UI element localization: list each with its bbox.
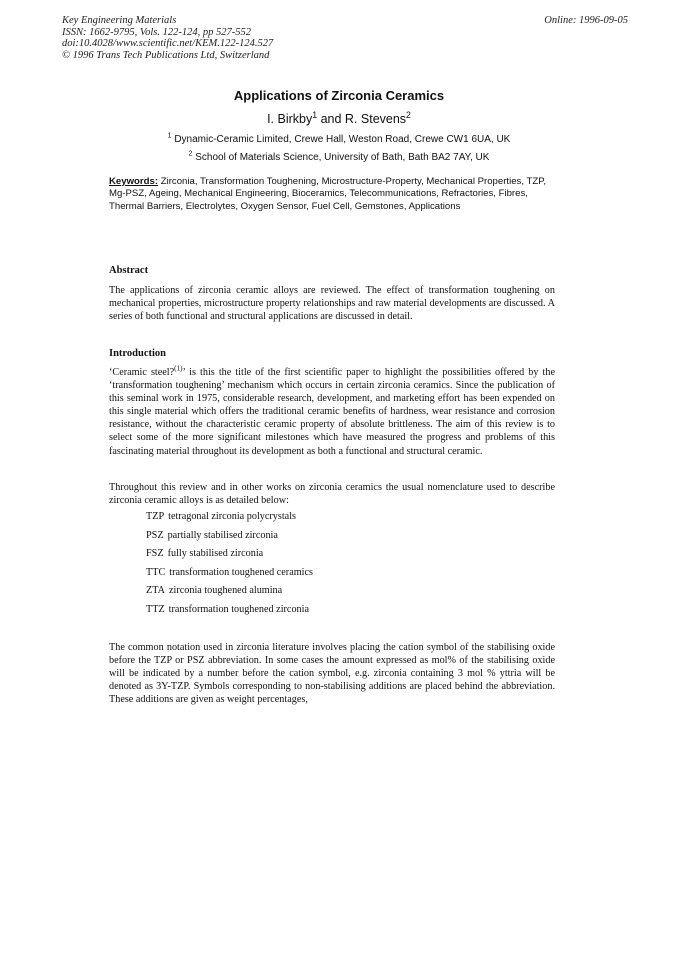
abbreviation-code: PSZ [146, 529, 164, 541]
abbreviation-item [146, 564, 446, 583]
introduction-paragraph-3: The common notation used in zirconia literature involves placing the cation symbol of the stabilising oxide before the TZP or PSZ abbreviation. In some cases the amount expressed as mol% of the stabilising oxide will be indicated by a number before the cation symbol, e.g. zirconia containing 3 mol % yttria will be denoted as 3Y-TZP. Symbols corresponding to non-stabilising additions are placed behind the abbreviation. These additions are given as weight percentages, [109, 642, 555, 706]
keywords-text: Zirconia, Transformation Toughening, Microstructure-Property, Mechanical Properties, TZP, Mg-PSZ, Ageing, Mechanical Engineering, Bioceramics, Telecommunications, Refractories, Fibres, Thermal Barriers, Electrolytes, Oxygen Sensor, Fuel Cell, Gemstones, Applications [109, 176, 547, 212]
abbreviation-item [146, 582, 446, 601]
intro-p1-start: ‘Ceramic steel? [109, 367, 175, 378]
abbreviation-code: TZP [146, 511, 165, 522]
abbreviation-desc: transformation toughened zirconia [168, 603, 309, 615]
abbreviation-desc: zirconia toughened alumina [169, 585, 283, 597]
abbreviation-desc: partially stabilised zirconia [167, 529, 278, 541]
abbreviation-item [146, 545, 446, 564]
keywords-block [109, 176, 557, 213]
abbreviation-item [146, 601, 446, 620]
affiliation-1-sup: 1 [167, 132, 172, 140]
journal-header [62, 15, 273, 61]
author-2: R. Stevens [344, 112, 407, 126]
abstract-text: The applications of zirconia ceramic alloys are reviewed. The effect of transformation toughening on mechanical properties, microstructure property relationships and raw material developments are discussed. A series of both functional and structural applications are discussed in detail. [109, 285, 555, 323]
journal-name: Key Engineering Materials [62, 15, 177, 26]
author-1-sup: 1 [312, 109, 318, 120]
author-and: and [317, 112, 345, 126]
introduction-heading: Introduction [109, 348, 166, 359]
abbreviation-item [146, 508, 446, 527]
intro-p1-ref[interactable]: (1) [174, 364, 183, 373]
affiliation-2-text: School of Materials Science, University of Bath, Bath BA2 7AY, UK [195, 152, 490, 163]
paper-title: Applications of Zirconia Ceramics [233, 88, 445, 103]
author-line [0, 109, 678, 126]
keywords-label: Keywords: [109, 176, 159, 187]
affiliation-1 [0, 134, 678, 145]
abbreviation-code: ZTA [146, 585, 165, 597]
abstract-heading: Abstract [109, 265, 149, 276]
abbreviation-code: TTC [146, 566, 166, 578]
introduction-paragraph-1 [109, 366, 555, 458]
issn-line: ISSN: 1662-9795, Vols. 122-124, pp 527-552 [62, 26, 251, 38]
introduction-paragraph-2: Throughout this review and in other works on zirconia ceramics the usual nomenclature used to describe zirconia ceramic alloys is as detailed below: [109, 482, 555, 507]
intro-p1-rest: ’ is this the title of the first scientific paper to highlight the possibilities offered by the ‘transformation toughening’ mechanism which occurs in certain zirconia ceramics. Since the publication of this seminal work in 1975, considerable research, development, and marketing effort has been expended on this single material which offers the traditional ceramic benefits of hardness, wear resistance and corrosion resistance, without the characteristic ceramic property of absolute brittleness. The aim of this review is to select some of the more significant milestones which have measured the progress and problems of this fascinating material throughout its development as both a functional and structural ceramic. [109, 367, 555, 457]
online-date: Online: 1996-09-05 [544, 15, 628, 26]
abbreviation-desc: transformation toughened ceramics [169, 566, 313, 578]
doi-link[interactable]: doi:10.4028/www.scientific.net/KEM.122-124.527 [62, 38, 274, 49]
copyright-line: © 1996 Trans Tech Publications Ltd, Switzerland [62, 49, 270, 61]
abbreviation-code: FSZ [146, 548, 164, 560]
abbreviation-item [146, 527, 446, 546]
affiliation-1-text: Dynamic-Ceramic Limited, Crewe Hall, Weston Road, Crewe CW1 6UA, UK [174, 134, 511, 145]
abbreviation-desc: fully stabilised zirconia [167, 548, 264, 560]
author-1: I. Birkby [267, 112, 313, 126]
author-2-sup: 2 [406, 109, 411, 120]
abbreviation-code: TTZ [146, 603, 165, 615]
abbreviation-desc: tetragonal zirconia polycrystals [168, 511, 296, 522]
affiliation-2-sup: 2 [188, 150, 193, 158]
abbreviation-list [146, 508, 446, 620]
affiliation-2 [0, 152, 678, 163]
